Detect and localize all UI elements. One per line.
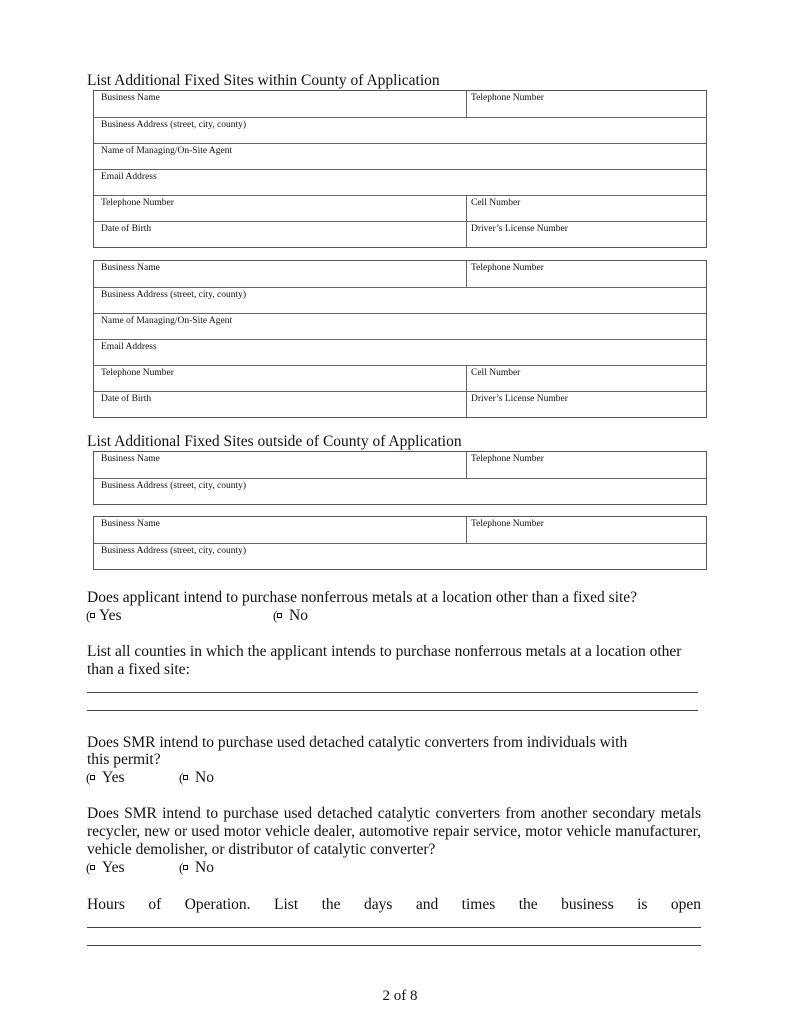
email-address-field[interactable]: Email Address: [101, 342, 157, 352]
no-label: No: [195, 769, 214, 786]
business-name-field[interactable]: Business Name: [94, 91, 467, 117]
yes-option[interactable]: [87, 607, 122, 625]
agent-telephone-field[interactable]: Telephone Number: [94, 366, 467, 391]
question-catalytic-individuals-line1: Does SMR intend to purchase used detached catalytic converters from individuals with: [87, 734, 628, 751]
question-counties-line1: List all counties in which the applicant intends to purchase nonferrous metals at a location other: [87, 643, 682, 660]
telephone-number-field[interactable]: Telephone Number: [471, 519, 544, 529]
question-catalytic-dealers-line1: Does SMR intend to purchase used detached catalytic converters from another secondary metals: [87, 805, 701, 822]
site-within-table-1: [93, 90, 707, 248]
hours-answer-line-2[interactable]: [87, 945, 701, 946]
section-outside-heading: List Additional Fixed Sites outside of County of Application: [87, 433, 462, 450]
site-outside-table-1: [93, 451, 707, 505]
no-option[interactable]: [274, 607, 308, 625]
business-name-field[interactable]: Business Name: [94, 261, 467, 287]
agent-name-field[interactable]: Name of Managing/On-Site Agent: [101, 316, 233, 326]
yes-label: Yes: [102, 769, 125, 786]
site-within-table-2: [93, 260, 707, 418]
hours-of-operation-label: Hours of Operation. List the days and times the business is open: [87, 896, 701, 913]
email-address-field[interactable]: Email Address: [101, 172, 157, 182]
business-address-field[interactable]: Business Address (street, city, county): [101, 120, 247, 130]
telephone-number-field[interactable]: Telephone Number: [471, 93, 544, 103]
yes-label: Yes: [99, 607, 122, 624]
checkbox-icon[interactable]: [180, 772, 190, 784]
date-of-birth-field[interactable]: Date of Birth: [94, 222, 467, 247]
question-nonferrous-location: Does applicant intend to purchase nonferrous metals at a location other than a fixed site?: [87, 589, 638, 606]
drivers-license-field[interactable]: Driver’s License Number: [471, 224, 568, 234]
question-catalytic-dealers-options: [87, 859, 214, 877]
checkbox-icon[interactable]: [87, 862, 97, 874]
hours-answer-line-1[interactable]: [87, 927, 701, 928]
yes-option[interactable]: [87, 769, 125, 787]
checkbox-icon[interactable]: [180, 862, 190, 874]
site-outside-table-2: [93, 516, 707, 570]
section-within-heading: List Additional Fixed Sites within County of Application: [87, 72, 440, 89]
no-option[interactable]: [180, 769, 214, 787]
business-name-field[interactable]: Business Name: [94, 517, 467, 543]
agent-telephone-field[interactable]: Telephone Number: [94, 196, 467, 221]
question-catalytic-dealers-line2: recycler, new or used motor vehicle dealer, automotive repair service, motor vehicle manufacturer,: [87, 823, 701, 840]
counties-answer-line-1[interactable]: [87, 692, 698, 693]
no-label: No: [195, 859, 214, 876]
question-catalytic-dealers-line3: vehicle demolisher, or distributor of catalytic converter?: [87, 841, 436, 858]
telephone-number-field[interactable]: Telephone Number: [471, 263, 544, 273]
drivers-license-field[interactable]: Driver’s License Number: [471, 394, 568, 404]
agent-name-field[interactable]: Name of Managing/On-Site Agent: [101, 146, 233, 156]
business-address-field[interactable]: Business Address (street, city, county): [101, 290, 247, 300]
telephone-number-field[interactable]: Telephone Number: [471, 454, 544, 464]
checkbox-icon[interactable]: [87, 610, 97, 622]
business-address-field[interactable]: Business Address (street, city, county): [101, 481, 247, 491]
cell-number-field[interactable]: Cell Number: [471, 368, 521, 378]
no-label: No: [289, 607, 308, 624]
yes-option[interactable]: [87, 859, 125, 877]
yes-label: Yes: [102, 859, 125, 876]
question-counties-line2: than a fixed site:: [87, 661, 190, 678]
no-option[interactable]: [180, 859, 214, 877]
question-nonferrous-location-options: [87, 607, 308, 625]
question-catalytic-individuals-line2: this permit?: [87, 751, 161, 768]
question-catalytic-individuals-options: [87, 769, 214, 787]
business-address-field[interactable]: Business Address (street, city, county): [101, 546, 247, 556]
date-of-birth-field[interactable]: Date of Birth: [94, 392, 467, 417]
counties-answer-line-2[interactable]: [87, 710, 698, 711]
checkbox-icon[interactable]: [274, 610, 284, 622]
business-name-field[interactable]: Business Name: [94, 452, 467, 478]
page-number: 2 of 8: [382, 988, 418, 1004]
cell-number-field[interactable]: Cell Number: [471, 198, 521, 208]
checkbox-icon[interactable]: [87, 772, 97, 784]
